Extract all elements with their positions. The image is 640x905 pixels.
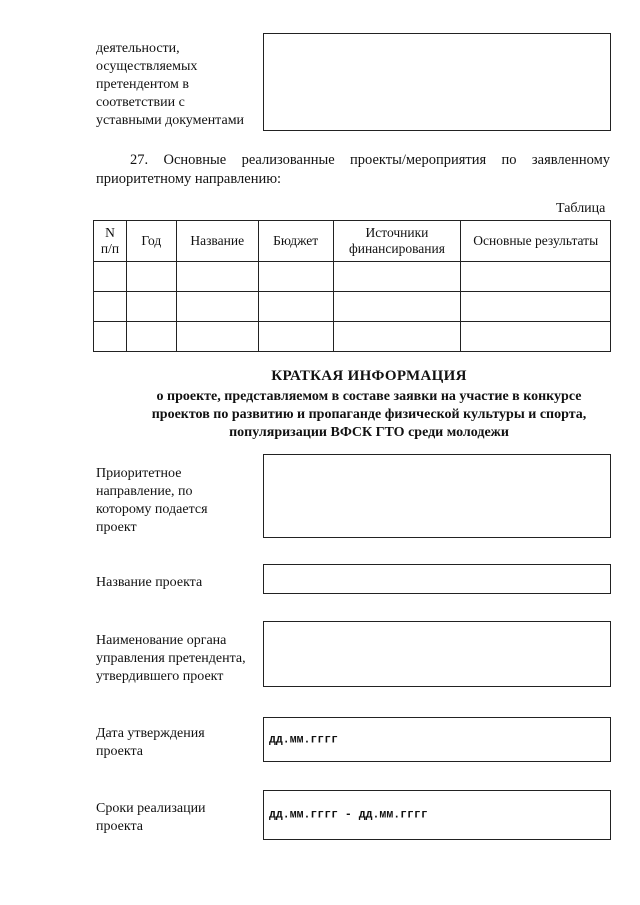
approving-body-input[interactable] — [263, 621, 611, 687]
priority-direction-label: Приоритетное направление, по которому подается проект — [96, 466, 208, 535]
top-field-label: деятельности, осуществляемых претендентом в соответствии с уставными документами — [96, 41, 245, 128]
approval-date-input[interactable] — [263, 717, 611, 762]
col-funding-sources: Источники финансирования — [333, 221, 461, 262]
project-name-input[interactable] — [263, 564, 611, 594]
section-27-number: 27. — [130, 152, 149, 168]
col-number: N п/п — [94, 221, 127, 262]
top-field-input[interactable] — [263, 33, 611, 131]
table-cell[interactable] — [94, 292, 127, 322]
table-cell[interactable] — [258, 322, 333, 352]
col-name: Название — [176, 221, 258, 262]
table-caption: Таблица — [556, 201, 606, 216]
implementation-period-label: Сроки реализации проекта — [96, 801, 206, 834]
table-row — [94, 322, 611, 352]
table-cell[interactable] — [94, 322, 127, 352]
table-cell[interactable] — [461, 262, 611, 292]
approval-date-label: Дата утверждения проекта — [96, 726, 205, 759]
table-cell[interactable] — [176, 322, 258, 352]
summary-subtitle: о проекте, представляемом в составе заявки на участие в конкурсе проектов по развитию и пропаганде физической культуры и спорта, популяризации ВФСК ГТО среди молодежи — [151, 389, 587, 440]
table-cell[interactable] — [258, 292, 333, 322]
priority-direction-input[interactable] — [263, 454, 611, 538]
table-cell[interactable] — [461, 292, 611, 322]
table-cell[interactable] — [461, 322, 611, 352]
approving-body-label: Наименование органа управления претендента, утвердившего проект — [96, 633, 246, 684]
col-budget: Бюджет — [258, 221, 333, 262]
col-main-results: Основные результаты — [461, 221, 611, 262]
table-cell[interactable] — [176, 292, 258, 322]
projects-table — [93, 220, 611, 352]
section-27-text — [96, 151, 610, 189]
implementation-period-input[interactable] — [263, 790, 611, 840]
table-cell[interactable] — [333, 262, 461, 292]
table-cell[interactable] — [333, 292, 461, 322]
section-27-body: Основные реализованные проекты/мероприятия по заявленному приоритетному направлению: — [96, 152, 611, 187]
implementation-period-value: дд.мм.гггг - дд.мм.гггг — [269, 808, 428, 822]
approval-date-value: дд.мм.гггг — [269, 733, 339, 746]
summary-title: КРАТКАЯ ИНФОРМАЦИЯ — [271, 368, 467, 384]
table-cell[interactable] — [126, 322, 176, 352]
table-row — [94, 292, 611, 322]
table-cell[interactable] — [176, 262, 258, 292]
table-cell[interactable] — [126, 292, 176, 322]
table-cell[interactable] — [94, 262, 127, 292]
col-year: Год — [126, 221, 176, 262]
table-cell[interactable] — [126, 262, 176, 292]
table-row — [94, 262, 611, 292]
table-header-row — [94, 221, 611, 262]
table-cell[interactable] — [258, 262, 333, 292]
table-cell[interactable] — [333, 322, 461, 352]
project-name-label: Название проекта — [96, 575, 203, 590]
